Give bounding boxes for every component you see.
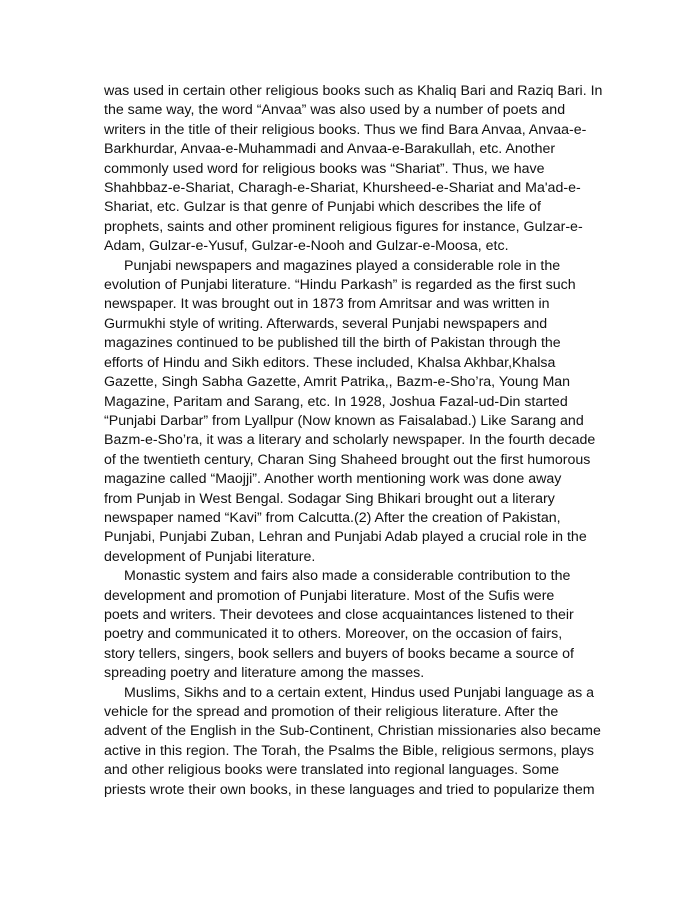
text-line: of the twentieth century, Charan Sing Shaheed brought out the first humorous [104, 451, 591, 468]
text-line: was used in certain other religious books such as Khaliq Bari and Raziq Bari. In [104, 83, 603, 99]
text-line: priests wrote their own books, in these languages and tried to popularize them [104, 781, 595, 798]
text-line: newspaper named “Kavi” from Calcutta.(2) After the creation of Pakistan, [104, 509, 561, 526]
text-line: Punjabi, Punjabi Zuban, Lehran and Punjabi Adab played a crucial role in the [104, 529, 587, 546]
text-line: writers in the title of their religious books. Thus we find Bara Anvaa, Anvaa-e- [104, 121, 587, 138]
body-text [104, 82, 614, 800]
text-line: “Punjabi Darbar” from Lyallpur (Now known as Faisalabad.) Like Sarang and [104, 412, 584, 429]
text-line: spreading poetry and literature among the masses. [104, 665, 425, 682]
text-line: vehicle for the spread and promotion of their religious literature. After the [104, 704, 559, 720]
paragraph-3 [104, 567, 614, 683]
text-line: magazine called “Maojji”. Another worth mentioning work was done away [104, 471, 562, 488]
text-line: poetry and communicated it to others. Moreover, on the occasion of fairs, [104, 626, 563, 643]
paragraph-4 [104, 684, 614, 800]
text-line: evolution of Punjabi literature. “Hindu Parkash” is regarded as the first such [104, 277, 576, 294]
text-line: efforts of Hindu and Sikh editors. These included, Khalsa Akhbar,Khalsa [104, 354, 556, 371]
text-line: story tellers, singers, book sellers and buyers of books became a source of [104, 645, 574, 662]
text-line: Punjabi newspapers and magazines played a considerable role in the [124, 257, 561, 274]
text-line: and other religious books were translated into regional languages. Some [104, 762, 560, 779]
text-line: Shahbbaz-e-Shariat, Charagh-e-Shariat, Khursheed-e-Shariat and Ma'ad-e- [104, 180, 581, 197]
text-line: from Punjab in West Bengal. Sodagar Sing Bhikari brought out a literary [104, 490, 555, 507]
text-line: Muslims, Sikhs and to a certain extent, Hindus used Punjabi language as a [124, 684, 595, 701]
text-line: advent of the English in the Sub-Continent, Christian missionaries also became [104, 723, 601, 740]
text-line: Magazine, Paritam and Sarang, etc. In 1928, Joshua Fazal-ud-Din started [104, 393, 568, 410]
text-line: development of Punjabi literature. [104, 548, 316, 565]
text-line: poets and writers. Their devotees and close acquaintances listened to their [104, 606, 574, 623]
text-line: Monastic system and fairs also made a considerable contribution to the [124, 568, 571, 585]
text-line: development and promotion of Punjabi literature. Most of the Sufis were [104, 587, 555, 604]
paragraph-1 [104, 82, 614, 257]
text-line: Gazette, Singh Sabha Gazette, Amrit Patrika,, Bazm-e-Sho’ra, Young Man [104, 374, 571, 391]
text-line: prophets, saints and other prominent religious figures for instance, Gulzar-e- [104, 218, 583, 235]
text-line: Adam, Gulzar-e-Yusuf, Gulzar-e-Nooh and Gulzar-e-Moosa, etc. [104, 238, 509, 255]
text-line: Bazm-e-Sho’ra, it was a literary and scholarly newspaper. In the fourth decade [104, 432, 596, 449]
paragraph-2 [104, 257, 614, 568]
text-line: Shariat, etc. Gulzar is that genre of Punjabi which describes the life of [104, 199, 541, 216]
text-line: the same way, the word “Anvaa” was also used by a number of poets and [104, 102, 566, 119]
text-line: commonly used word for religious books was “Shariat”. Thus, we have [104, 160, 545, 177]
text-line: magazines continued to be published till the birth of Pakistan through the [104, 335, 561, 352]
text-line: Barkhurdar, Anvaa-e-Muhammadi and Anvaa-e-Barakullah, etc. Another [104, 141, 556, 158]
text-line: Gurmukhi style of writing. Afterwards, several Punjabi newspapers and [104, 315, 548, 332]
text-line: active in this region. The Torah, the Psalms the Bible, religious sermons, plays [104, 742, 594, 759]
text-line: newspaper. It was brought out in 1873 from Amritsar and was written in [104, 296, 550, 313]
